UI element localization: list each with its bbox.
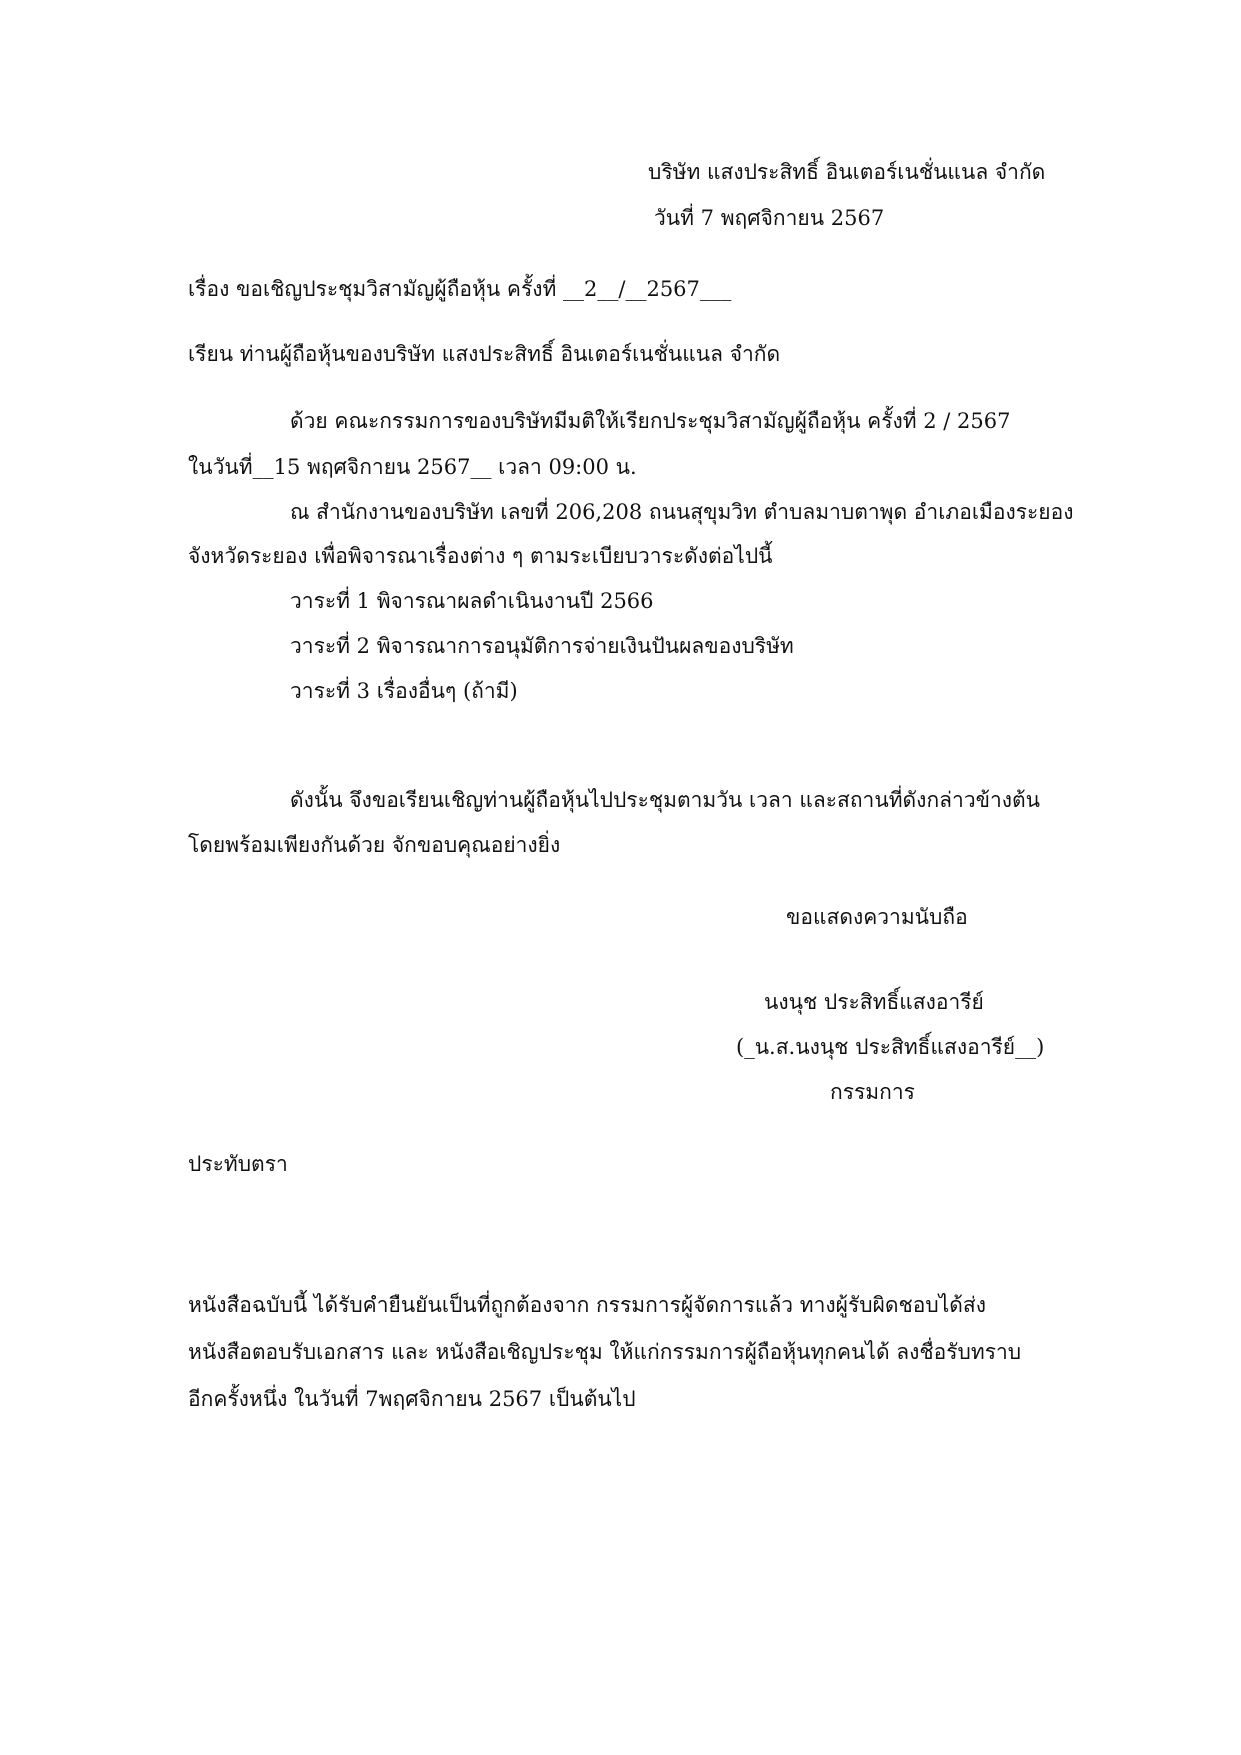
body-paragraph-2-line-1: ณ สำนักงานของบริษัท เลขที่ 206,208 ถนนสุขุมวิท ตำบลมาบตาพุด อำเภอเมืองระยอง	[290, 500, 1074, 524]
signer-name: นงนุช ประสิทธิ์แสงอารีย์	[764, 990, 984, 1014]
company-name: บริษัท แสงประสิทธิ์ อินเตอร์เนชั่นแนล จำกัด	[648, 160, 1046, 184]
subject-line: เรื่อง ขอเชิญประชุมวิสามัญผู้ถือหุ้น ครั้งที่ __2__/__2567___	[188, 277, 732, 301]
agenda-item-3: วาระที่ 3 เรื่องอื่นๆ (ถ้ามี)	[290, 679, 518, 703]
stamp-label: ประทับตรา	[188, 1152, 288, 1176]
body-paragraph-3-line-2: โดยพร้อมเพียงกันด้วย จักขอบคุณอย่างยิ่ง	[188, 833, 561, 857]
body-paragraph-1-line-2: ในวันที่__15 พฤศจิกายน 2567__ เวลา 09:00 น.	[188, 455, 637, 479]
body-paragraph-3-line-1: ดังนั้น จึงขอเรียนเชิญท่านผู้ถือหุ้นไปประชุมตามวัน เวลา และสถานที่ดังกล่าวข้างต้น	[290, 788, 1041, 812]
closing-regards: ขอแสดงความนับถือ	[786, 905, 968, 929]
agenda-item-1: วาระที่ 1 พิจารณาผลดำเนินงานปี 2566	[290, 589, 654, 613]
letter-date: วันที่ 7 พฤศจิกายน 2567	[654, 206, 885, 230]
body-paragraph-2-line-2: จังหวัดระยอง เพื่อพิจารณาเรื่องต่าง ๆ ตามระเบียบวาระดังต่อไปนี้	[188, 544, 773, 568]
footer-line-3: อีกครั้งหนึ่ง ในวันที่ 7พฤศจิกายน 2567 เป็นต้นไป	[188, 1387, 636, 1411]
footer-line-1: หนังสือฉบับนี้ ได้รับคำยืนยันเป็นที่ถูกต้องจาก กรรมการผู้จัดการแล้ว ทางผู้รับผิดชอบได้ส่ง	[188, 1293, 986, 1317]
signer-full-name: (_น.ส.นงนุช ประสิทธิ์แสงอารีย์__)	[736, 1035, 1045, 1059]
agenda-item-2: วาระที่ 2 พิจารณาการอนุมัติการจ่ายเงินปันผลของบริษัท	[290, 634, 794, 658]
footer-line-2: หนังสือตอบรับเอกสาร และ หนังสือเชิญประชุม ให้แก่กรรมการผู้ถือหุ้นทุกคนได้ ลงชื่อรับทราบ	[188, 1340, 1022, 1364]
signer-title: กรรมการ	[830, 1080, 915, 1104]
salutation-line: เรียน ท่านผู้ถือหุ้นของบริษัท แสงประสิทธิ์ อินเตอร์เนชั่นแนล จำกัด	[188, 342, 781, 366]
body-paragraph-1-line-1: ด้วย คณะกรรมการของบริษัทมีมติให้เรียกประชุมวิสามัญผู้ถือหุ้น ครั้งที่ 2 / 2567	[290, 409, 1011, 433]
